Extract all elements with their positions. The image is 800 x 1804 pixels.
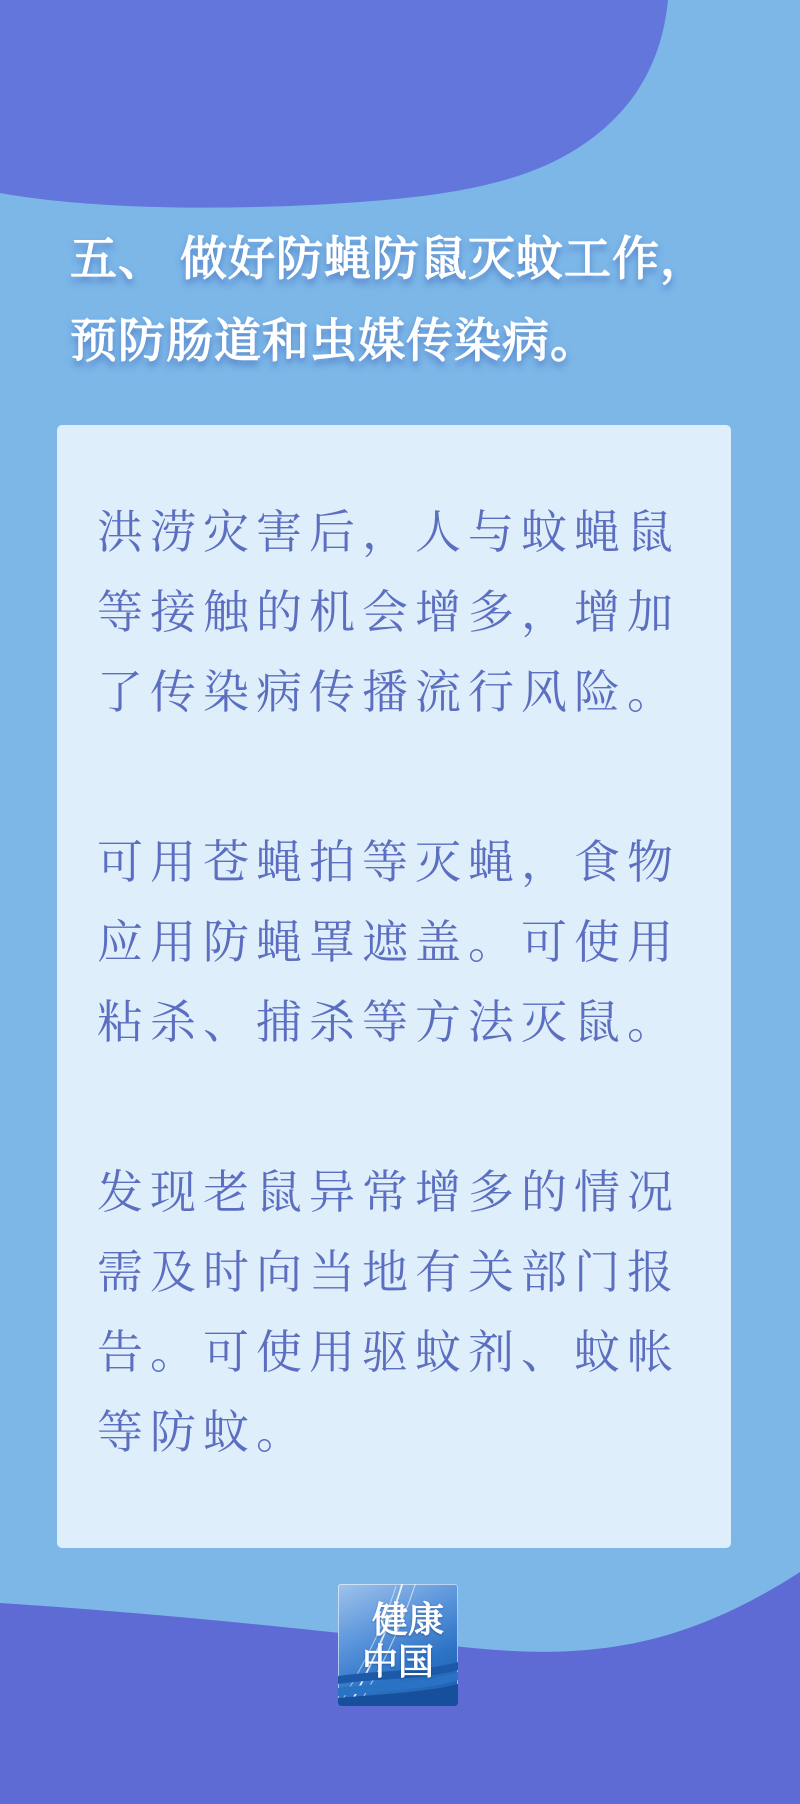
paragraph-2 (97, 822, 693, 1062)
content-card (57, 425, 731, 1548)
paragraph-2-line-1: 可用苍蝇拍等灭蝇，食物 (97, 836, 680, 888)
paragraph-2-line-2: 应用防蝇罩遮盖。可使用 (97, 916, 680, 968)
paragraph-1-line-3: 了传染病传播流行风险。 (97, 666, 680, 718)
logo-text-line2: 中国 (361, 1641, 434, 1682)
healthy-china-logo (338, 1584, 458, 1706)
paragraph-3-line-4: 等防蚊。 (97, 1406, 309, 1458)
logo-text-line1: 健康 (371, 1599, 444, 1640)
paragraph-1-line-2: 等接触的机会增多，增加 (97, 586, 680, 638)
poster-title (70, 218, 708, 382)
poster-title-line2: 预防肠道和虫媒传染病。 (70, 314, 598, 367)
paragraph-3 (97, 1152, 693, 1472)
top-wave-shape (0, 0, 800, 230)
paragraph-2-line-3: 粘杀、捕杀等方法灭鼠。 (97, 996, 680, 1048)
paragraph-3-line-3: 告。可使用驱蚊剂、蚊帐 (97, 1326, 680, 1378)
paragraph-1-line-1: 洪涝灾害后，人与蚊蝇鼠 (97, 506, 680, 558)
paragraph-1 (97, 492, 693, 732)
poster-title-line1: 五、 做好防蝇防鼠灭蚊工作， (70, 232, 709, 285)
paragraph-3-line-2: 需及时向当地有关部门报 (97, 1246, 680, 1298)
paragraph-3-line-1: 发现老鼠异常增多的情况 (97, 1166, 680, 1218)
